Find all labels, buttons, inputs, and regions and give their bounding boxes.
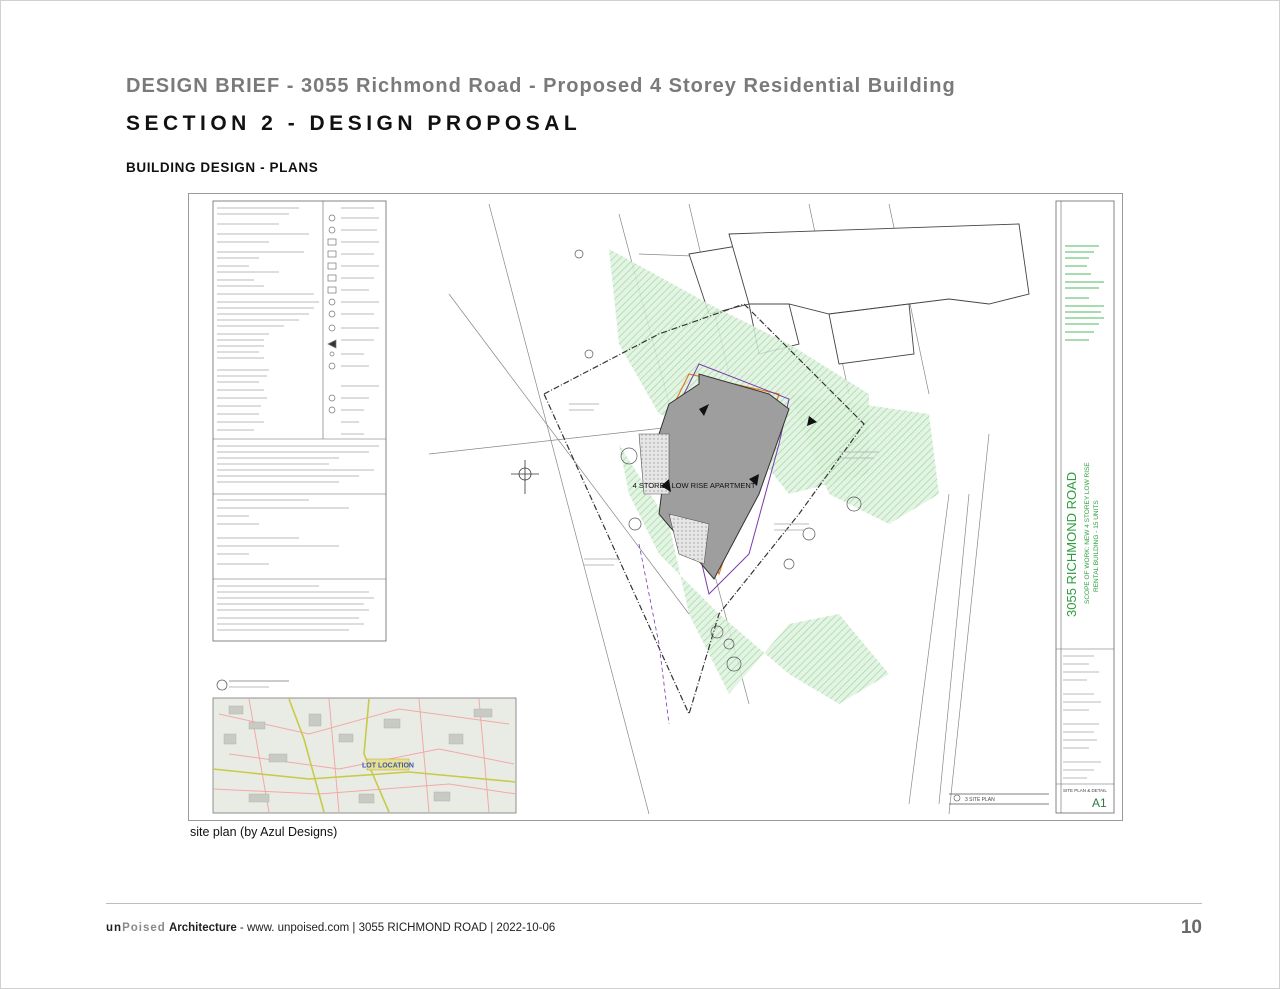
brand-poised: Poised <box>122 922 166 934</box>
title-block <box>1056 201 1114 813</box>
footer-text: - www. unpoised.com | 3055 RICHMOND ROAD | 2022-10-06 <box>236 922 556 934</box>
building-label: 4 STOREY LOW RISE APARTMENT <box>632 481 756 490</box>
footer-divider <box>106 903 1202 904</box>
rental-line: RENTAL BUILDING - 15 UNITS <box>1093 500 1100 592</box>
brand-architecture: Architecture <box>168 922 237 934</box>
section-heading: SECTION 2 - DESIGN PROPOSAL <box>126 112 582 135</box>
figure-caption: site plan (by Azul Designs) <box>190 825 338 839</box>
project-title: 3055 RICHMOND ROAD <box>1064 471 1079 617</box>
notes-panel <box>213 201 386 641</box>
site-plan <box>429 204 1049 814</box>
north-plan-label: 3 SITE PLAN <box>965 797 995 803</box>
plan-title: SITE PLAN & DETAIL <box>1063 788 1107 793</box>
footer <box>106 922 555 934</box>
subsection-heading: BUILDING DESIGN - PLANS <box>126 160 319 175</box>
brand-un: un <box>106 922 123 934</box>
scope-line: SCOPE OF WORK: NEW 4 STOREY LOW RISE <box>1084 462 1091 604</box>
key-plan-label <box>217 680 289 690</box>
lot-location-label: LOT LOCATION <box>362 762 414 770</box>
lot-location-map <box>213 698 516 813</box>
page-number: 10 <box>1180 917 1202 938</box>
scale-bar <box>949 794 1049 804</box>
sheet-number: A1 <box>1092 796 1107 810</box>
site-plan-drawing <box>188 193 1123 821</box>
page-title: DESIGN BRIEF - 3055 Richmond Road - Proposed 4 Storey Residential Building <box>126 75 956 97</box>
north-arrow-icon <box>511 460 539 494</box>
